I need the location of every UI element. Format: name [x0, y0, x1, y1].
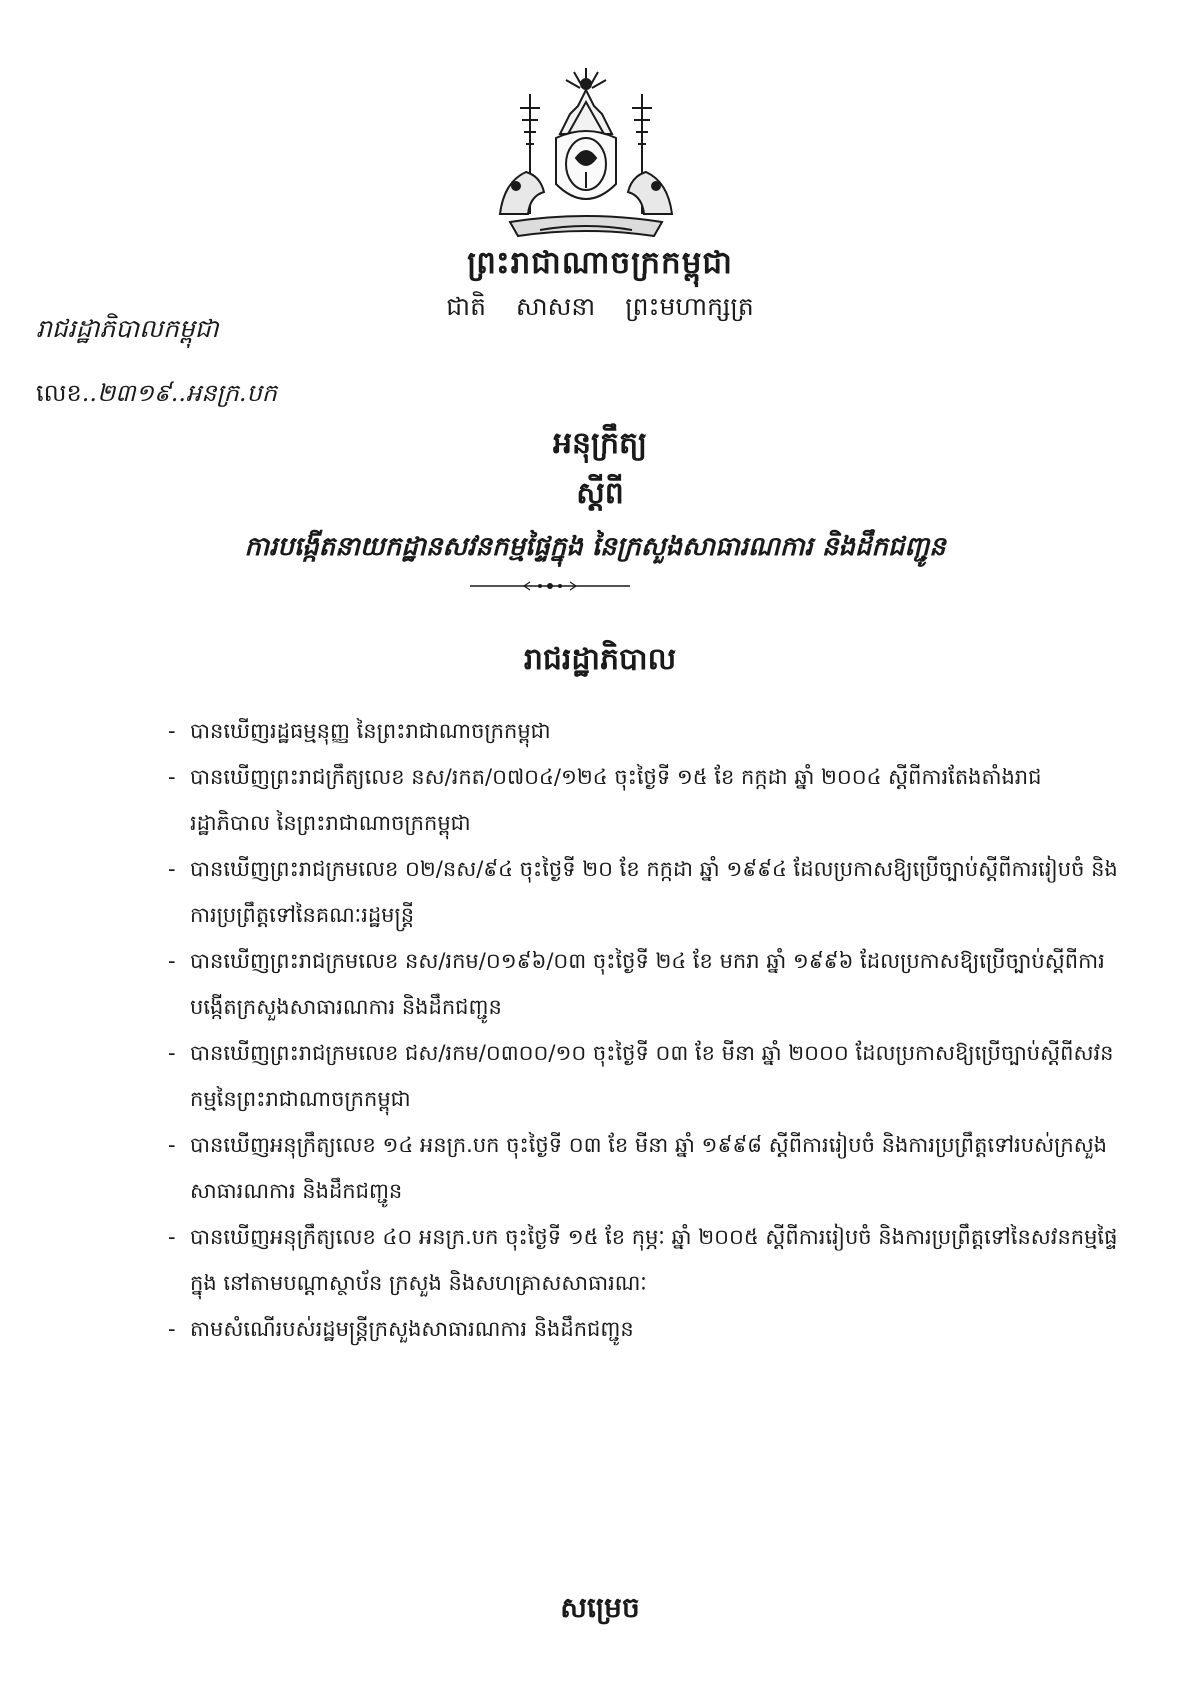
reference-label: លេខ [36, 379, 82, 407]
preamble-item [168, 938, 1118, 1030]
preamble-item-text: - បានឃើញព្រះរាជក្រឹត្យលេខ នស/រកត/០៧០៤/១២៤ ចុះថ្ងៃទី ១៥ ខែ កក្កដា ឆ្នាំ ២០០៤ ស្តីពីការតែងតាំងរាជរដ្ឋាភិបាល នៃព្រះរាជាណាចក្រកម្ពុជា [190, 765, 1042, 835]
document-subject: ការបង្កើតនាយកដ្ឋានសវនកម្មផ្ទៃក្នុង នៃក្រសួងសាធារណការ និងដឹកជញ្ជូន [244, 532, 946, 562]
preamble-item-text: - បានឃើញអនុក្រឹត្យលេខ ៤០ អនក្រ.បក ចុះថ្ងៃទី ១៥ ខែ កុម្ភៈ ឆ្នាំ ២០០៥ ស្តីពីការរៀបចំ និងការប្រព្រឹត្តទៅនៃសវនកម្មផ្ទៃក្នុង នៅតាមបណ្តាស្ថាប័ន ក្រសួង និងសហគ្រាសសាធារណៈ [190, 1225, 1118, 1295]
preamble-item [168, 1030, 1118, 1122]
government-heading: រាជរដ្ឋាភិបាល [523, 642, 677, 677]
royal-coat-of-arms-emblem [490, 64, 682, 246]
reference-number [36, 378, 277, 413]
reference-value: ..២៣១៩..អនក្រ.បក [81, 379, 277, 407]
preamble-item-text: - បានឃើញព្រះរាជក្រមលេខ ០២/នស/៩៤ ចុះថ្ងៃទី ២០ ខែ កក្កដា ឆ្នាំ ១៩៩៤ ដែលប្រកាសឱ្យប្រើច្បាប់ស្តីពីការរៀបចំ និងការប្រព្រឹត្តទៅនៃគណៈរដ្ឋមន្ត្រី [190, 857, 1118, 927]
issuing-government: រាជរដ្ឋាភិបាលកម្ពុជា [36, 314, 219, 343]
preamble-item [168, 1306, 1118, 1352]
preamble-item-text: - តាមសំណើរបស់រដ្ឋមន្ត្រីក្រសួងសាធារណការ និងដឹកជញ្ជូន [190, 1317, 634, 1341]
preamble-item [168, 708, 1118, 754]
preamble-item [168, 1214, 1118, 1306]
preamble-item [168, 1122, 1118, 1214]
about-heading: ស្តីពី [576, 476, 624, 511]
preamble-list [168, 708, 1118, 1352]
divider-ornament [468, 578, 632, 594]
kingdom-title: ព្រះរាជាណាចក្រកម្ពុជា [467, 245, 733, 281]
preamble-item-text: - បានឃើញអនុក្រឹត្យលេខ ១៤ អនក្រ.បក ចុះថ្ងៃទី ០៣ ខែ មីនា ឆ្នាំ ១៩៩៨ ស្តីពីការរៀបចំ និងការប្រព្រឹត្តទៅរបស់ក្រសួងសាធារណការ និងដឹកជញ្ជូន [190, 1133, 1108, 1203]
preamble-item-text: - បានឃើញព្រះរាជក្រមលេខ នស/រកម/០១៩៦/០៣ ចុះថ្ងៃទី ២៤ ខែ មករា ឆ្នាំ ១៩៩៦ ដែលប្រកាសឱ្យប្រើច្បាប់ស្តីពីការបង្កើតក្រសួងសាធារណការ និងដឹកជញ្ជូន [190, 949, 1105, 1019]
preamble-item [168, 754, 1118, 846]
document-type-heading: អនុក្រឹត្យ [552, 426, 648, 461]
preamble-item [168, 846, 1118, 938]
decision-heading: សម្រេច [560, 1591, 640, 1624]
preamble-item-text: - បានឃើញព្រះរាជក្រមលេខ ជស/រកម/០៣០០/១០ ចុះថ្ងៃទី ០៣ ខែ មីនា ឆ្នាំ ២០០០ ដែលប្រកាសឱ្យប្រើច្បាប់ស្តីពីសវនកម្មនៃព្រះរាជាណាចក្រកម្ពុជា [190, 1041, 1114, 1111]
preamble-item-text: - បានឃើញរដ្ឋធម្មនុញ្ញ នៃព្រះរាជាណាចក្រកម្ពុជា [190, 719, 551, 743]
national-motto: ជាតិ សាសនា ព្រះមហាក្សត្រ [446, 292, 754, 321]
